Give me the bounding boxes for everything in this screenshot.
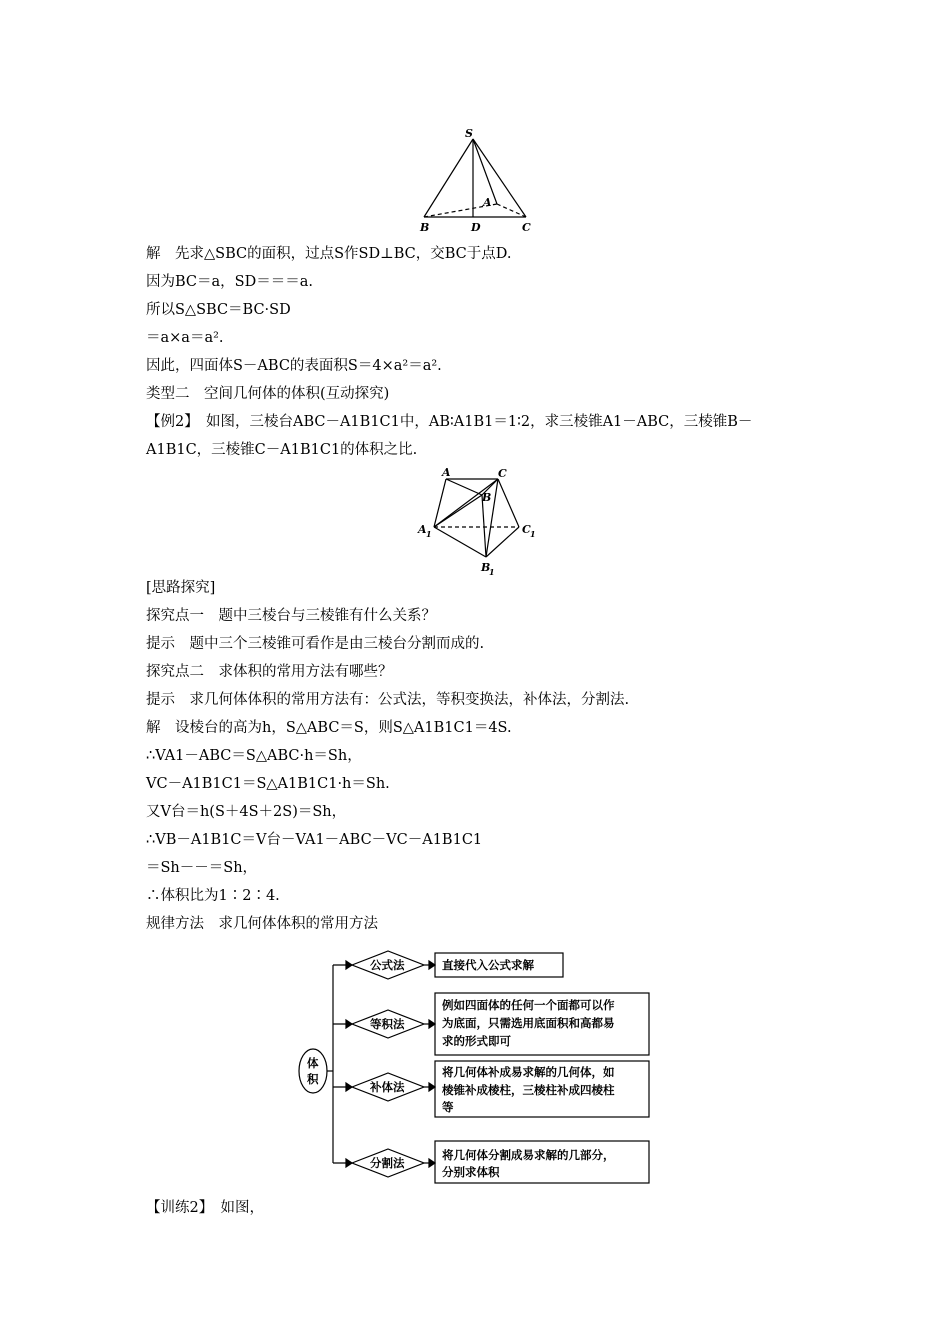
training-prompt: 【训练2】 如图， — [146, 1200, 264, 1216]
text-line: 因此，四面体S－ABC的表面积S＝4×a²＝a². — [146, 358, 442, 374]
label-c: C — [498, 467, 507, 480]
method-partition: 分割法 — [370, 1156, 405, 1170]
text-line: 解 先求△SBC的面积，过点S作SD⊥BC，交BC于点D. — [146, 246, 512, 262]
label-a: A — [442, 466, 451, 479]
label-b1-sub: 1 — [489, 567, 495, 577]
text-line: 解 设棱台的高为h，S△ABC＝S，则S△A1B1C1＝4S. — [146, 720, 512, 736]
text-line: 提示 求几何体体积的常用方法有：公式法，等积变换法，补体法，分割法. — [146, 692, 630, 708]
section-heading: 规律方法 求几何体体积的常用方法 — [146, 916, 378, 932]
desc-equal-volume-2: 为底面，只需选用底面积和高都易 — [442, 1016, 615, 1030]
label-d: D — [471, 221, 481, 234]
method-formula: 公式法 — [370, 958, 405, 972]
text-line: 所以S△SBC＝BC·SD — [146, 302, 291, 318]
method-equal-volume: 等积法 — [370, 1017, 405, 1031]
label-b: B — [420, 221, 430, 234]
method-complement: 补体法 — [370, 1080, 405, 1094]
label-a1-sub: 1 — [426, 529, 432, 539]
text-line: [思路探究] — [146, 580, 216, 596]
label-b: B — [482, 491, 492, 504]
desc-complement-3: 等 — [442, 1100, 454, 1114]
text-line: ＝Sh－－＝Sh， — [146, 860, 258, 876]
desc-partition-2: 分别求体积 — [442, 1165, 500, 1179]
desc-equal-volume-1: 例如四面体的任何一个面都可以作 — [442, 998, 615, 1012]
desc-complement-2: 棱锥补成棱柱，三棱柱补成四棱柱 — [442, 1083, 615, 1097]
desc-formula: 直接代入公式求解 — [442, 958, 534, 972]
root-node-line2: 积 — [307, 1072, 319, 1086]
root-node-line1: 体 — [307, 1056, 319, 1070]
label-c1-sub: 1 — [530, 529, 536, 539]
text-line: 探究点二 求体积的常用方法有哪些？ — [146, 664, 393, 680]
text-line: 提示 题中三个三棱锥可看作是由三棱台分割而成的. — [146, 636, 485, 652]
frustum-figure — [414, 465, 544, 577]
text-line: 又V台＝h(S＋4S＋2S)＝Sh， — [146, 804, 347, 820]
text-line: ∴体积比为1∶2∶4. — [146, 888, 280, 904]
text-line: 探究点一 题中三棱台与三棱锥有什么关系？ — [146, 608, 436, 624]
section-heading: 类型二 空间几何体的体积(互动探究) — [146, 386, 390, 402]
label-a1: A — [418, 523, 427, 536]
label-c: C — [522, 221, 531, 234]
label-a: A — [483, 196, 492, 209]
text-line: 因为BC＝a，SD＝＝＝a. — [146, 274, 313, 290]
tetrahedron-figure — [410, 125, 540, 235]
text-line: VC－A1B1C1＝S△A1B1C1·h＝Sh. — [146, 776, 390, 792]
example-prompt-cont: A1B1C，三棱锥C－A1B1C1的体积之比. — [146, 442, 418, 458]
example-prompt: 【例2】 如图，三棱台ABC－A1B1C1中，AB∶A1B1＝1∶2，求三棱锥A1－ABC，三棱锥B－ — [146, 414, 753, 430]
label-b1: B — [481, 561, 491, 574]
desc-equal-volume-3: 求的形式即可 — [442, 1034, 511, 1048]
label-s: S — [465, 127, 473, 140]
text-line: ＝a×a＝a². — [146, 330, 224, 346]
text-line: ∴VB－A1B1C＝V台－VA1－ABC－VC－A1B1C1 — [146, 832, 483, 848]
label-c1: C — [522, 523, 531, 536]
desc-complement-1: 将几何体补成易求解的几何体，如 — [442, 1065, 615, 1079]
desc-partition-1: 将几何体分割成易求解的几部分， — [442, 1148, 615, 1162]
methods-diagram — [295, 935, 655, 1185]
text-line: ∴VA1－ABC＝S△ABC·h＝Sh， — [146, 748, 362, 764]
